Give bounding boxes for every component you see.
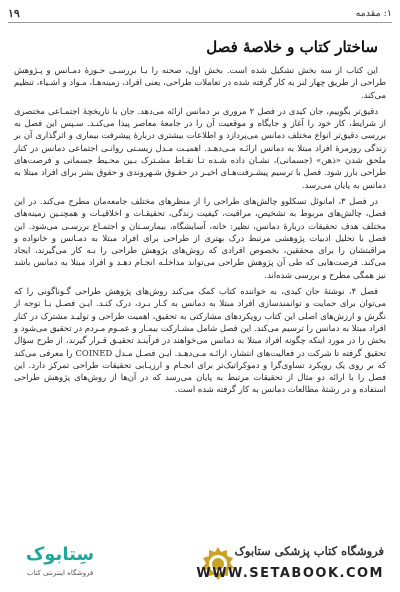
logo-wordmark: سِتابوک — [25, 544, 95, 565]
store-website-link[interactable]: WWW.SETABOOK.COM — [196, 566, 384, 581]
chapter-label: ۱: مقدمه — [355, 7, 392, 19]
logo-subtitle: فروشگاه اینترنتی کتاب — [26, 569, 94, 577]
store-footer — [0, 532, 400, 592]
page-header — [8, 6, 392, 20]
paragraph-3: در فصل ۳، امانوئل تسکلوو چالش‌های طراحی را از منظرهای مختلف جامعه‌مان مطرح می‌کند. در این فصل، چالش‌های مربوط به تشخیص، مراقبت، کیفیت زندگی، تحقیقـات و اخلاقیـات و همچنـین زمینه‌های مختلف هدف تحقیقات دربارهٔ دمانس، نظیر: خانه، آسایشگاه، بیمارسـتان و اجتمـاع بررسـی می‌شود. این فصل با تحلیل ادبیات پژوهشی مرتبط درک بهتری از طراحی برای افراد مبتلا به دمـانس و خانواده و مراقبتشان را برای محققین، بخصوص افرادی که روش‌های پژوهش طراحی را بـه کار می‌گیرند، ایجاد می‌کند. فرصت‌هایی که طی آن پژوهش طراحی می‌تواند مداخلـه انجـام دهـد و افراد مبتلا به دمانس باشد نیز همگی مطرح و بررسی شده‌اند. — [14, 195, 386, 280]
body-text — [14, 64, 386, 400]
paragraph-2: دقیق‌تر بگوییم، جان کیدی در فصل ۲ مروری بر دمانس ارائه می‌دهد. جان با تاریخچهٔ اجتمـاعی مختصری از شرایط، کار خود را آغاز و جایگاه و موقعیت آن را در جامعهٔ معاصر پیدا می‌کنـد. سـپس این فصل به بررسی دقیق‌تر انواع مختلف دمانس می‌پردازد و اطلاعات بیشتری دربارهٔ پیشرفت بیماری و اثرگذاری آن بر زندگی روزمرهٔ افراد مبتلا به دمانس ارائـه مـی‌دهـد. اهمیـت مـدل زیسـتی روانـی اجتماعی دمانس در کنار ملحق شدن «ذهن» (جسمانی)، نشـان داده شـده تـا نقـاط مشـترک بـین محـیط جسمانی و فرصت‌های طراحی بارز شود. فصل با ترسیم پیشـرفت‌هـای اخیـر در حقـوق شـهروندی و حقوق بشر برای افراد مبتلا به دمانس به پایان می‌رسد. — [14, 105, 386, 190]
paragraph-4: فصل ۴، نوشتهٔ جان کیدی، به خواننده کتاب کمک می‌کند روش‌های پژوهش طراحی گـوناگونی را که می‌توان برای حمایت و توانمندسازی افراد مبتلا به دمانس به کـار بـرد، درک کنـد. ایـن فصـل بـا توجه از نگرش و ارزش‌های اصلی این کتاب رویکردهای مشارکتی به تحقیق، اهمیت طراحی و تولیـد مشترک در کنار افراد مبتلا به دمانس را ترسیم می‌کند. این فصل شامل مشـارکت بیمـار و عمـوم مـردم در تحقیق می‌شود و بخش را در مورد اینکه چگونه افراد مبتلا به دمانس می‌خواهند در فرآینـد تحقیـق قـرار گیرند، از طرح سؤال تحقیق گرفته تا شرکت در فعالیت‌های انتشار، ارائـه مـی‌دهـد. ایـن فصـل مـدل COINED را معرفی می‌کند که بر روی یک رویکرد تساوی‌گرا و دموکراتیک‌تر برای انجـام و ارزیـابی تحقیقات طراحی تمرکز دارد. این فصل را با ارائه دو مثال از تحقیقات مرتبط به پایان می‌رسد که در آن‌ها از روش‌های پژوهش طراحی استفاده و در رشتهٔ مطالعات دمانس به کار گرفته شده است. — [14, 286, 386, 395]
store-name: فروشگاه کتاب پزشکی ستابوک — [234, 544, 384, 558]
page-number: ۱۹ — [8, 6, 20, 20]
setabook-logo[interactable] — [14, 544, 106, 580]
header-divider — [8, 22, 392, 23]
paragraph-1: این کتاب از سه بخش تشکیل شده است. بخش اول، صحنه را بـا بررسـی حـوزهٔ دمـانس و پـژوهش طراحی از طریق چهار لنز به کار گرفته شده در تعاملات طراحی، یعنی افراد، زمینه‌هـا، مـواد و اشـیاء، تنظیم می‌کند. — [14, 65, 386, 100]
section-title: ساختار کتاب و خلاصهٔ فصل — [206, 38, 378, 56]
